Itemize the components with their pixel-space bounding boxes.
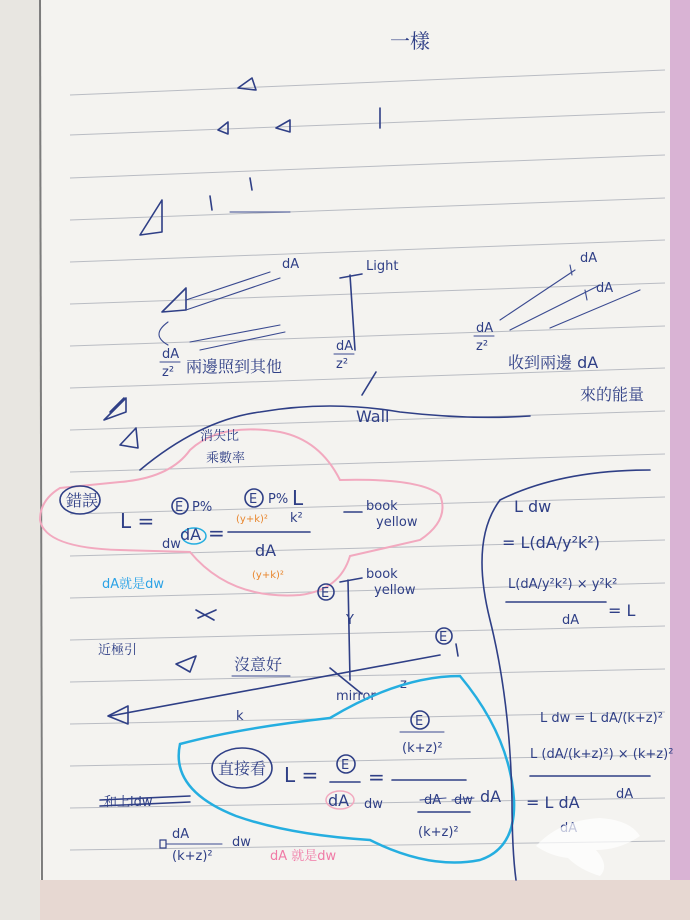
mid-k: k (236, 709, 244, 724)
cyan-dA-struck: dA (424, 793, 442, 808)
bl-frac-num: dA (172, 827, 190, 842)
pink-num-L: L (292, 486, 304, 510)
cyan-L: L = (284, 763, 319, 787)
pink-dw: dw (162, 537, 181, 552)
cyan-den-top: (k+z)² (402, 741, 443, 756)
page-title: 一樣 (390, 29, 430, 53)
pink-circle-label: 錯誤 (66, 491, 99, 510)
rd-l2: = L(dA/y²k²) (502, 533, 600, 552)
rd-l7: L (dA/(k+z)²) × (k+z)² (530, 747, 674, 762)
rd-l1: L dw (514, 497, 552, 516)
mid-E2: E (439, 630, 448, 645)
cyan-eq: = (368, 765, 385, 789)
struck-line: 和上ldw (104, 795, 153, 810)
pink-orange-top: (y+k)² (236, 514, 268, 525)
cyan-dw-small: dw (364, 797, 383, 812)
frac-right-den: z² (476, 339, 489, 354)
rd-l5: = L (608, 601, 636, 620)
rd-l8: dA (616, 787, 634, 802)
frac-left-num: dA (162, 347, 180, 362)
right-dA-1: dA (580, 251, 598, 266)
pink-yellow: yellow (376, 515, 418, 530)
mid-E1: E (321, 586, 330, 601)
rd-l9: = L dA (526, 793, 580, 812)
mid-yellow: yellow (374, 583, 416, 598)
pink-num-E: E (249, 492, 258, 507)
pink-E: E (175, 500, 184, 515)
pink-p: P% (192, 500, 213, 515)
fabric-edge (670, 0, 690, 920)
mid-book: book (366, 567, 398, 582)
frac-mid-num: dA (336, 339, 354, 354)
cyan-note-1: dA就是dw (102, 577, 165, 592)
pink-note-top2: 乘數率 (206, 451, 246, 466)
pink-k2: k² (290, 511, 303, 526)
caption-right-2: 來的能量 (580, 385, 645, 404)
frac-left-den: z² (162, 365, 175, 380)
cyan-circle-label: 直接看 (218, 759, 267, 778)
pink-num-p: P% (268, 492, 289, 507)
cyan-den-bottom: (k+z)² (418, 825, 459, 840)
pink-dA: dA (180, 525, 202, 544)
cyan-dw-struck: dw (454, 793, 473, 808)
rd-l3: L(dA/y²k²) × y²k² (508, 577, 618, 592)
bl-dw: dw (232, 835, 251, 850)
caption-right-1: 收到兩邊 dA (508, 353, 599, 372)
light-label: Light (366, 259, 399, 274)
right-dA-2: dA (596, 281, 614, 296)
caption-left: 兩邊照到其他 (186, 357, 283, 376)
pink-book: book (366, 499, 398, 514)
pink-L: L = (120, 509, 155, 533)
bl-frac-den: (k+z)² (172, 849, 213, 864)
mid-left-note: 近極引 (98, 643, 138, 658)
rd-l4: dA (562, 613, 580, 628)
cyan-E-top: E (415, 714, 424, 729)
pink-den-dA: dA (255, 541, 277, 560)
cloth-bottom (40, 880, 690, 920)
mid-scribble-note: 沒意好 (234, 655, 283, 674)
rd-l6: L dw = L dA/(k+z)² (540, 711, 663, 726)
cyan-dA-left: dA (328, 791, 350, 810)
pink-note-top: 消失比 (200, 429, 240, 444)
pink-orange-bottom: (y+k)² (252, 570, 284, 581)
upper-dA-label: dA (282, 257, 300, 272)
cyan-E-mid: E (341, 758, 350, 773)
mid-z: z (400, 677, 407, 692)
mid-mirror: mirror (336, 689, 376, 704)
cyan-dA-right: dA (480, 787, 502, 806)
frac-right-num: dA (476, 321, 494, 336)
pink-note-2: dA 就是dw (270, 849, 337, 864)
pink-eq: = (208, 521, 225, 545)
frac-mid-den: z² (336, 357, 349, 372)
wall-label: Wall (356, 407, 390, 426)
mid-y: Y (346, 613, 354, 628)
